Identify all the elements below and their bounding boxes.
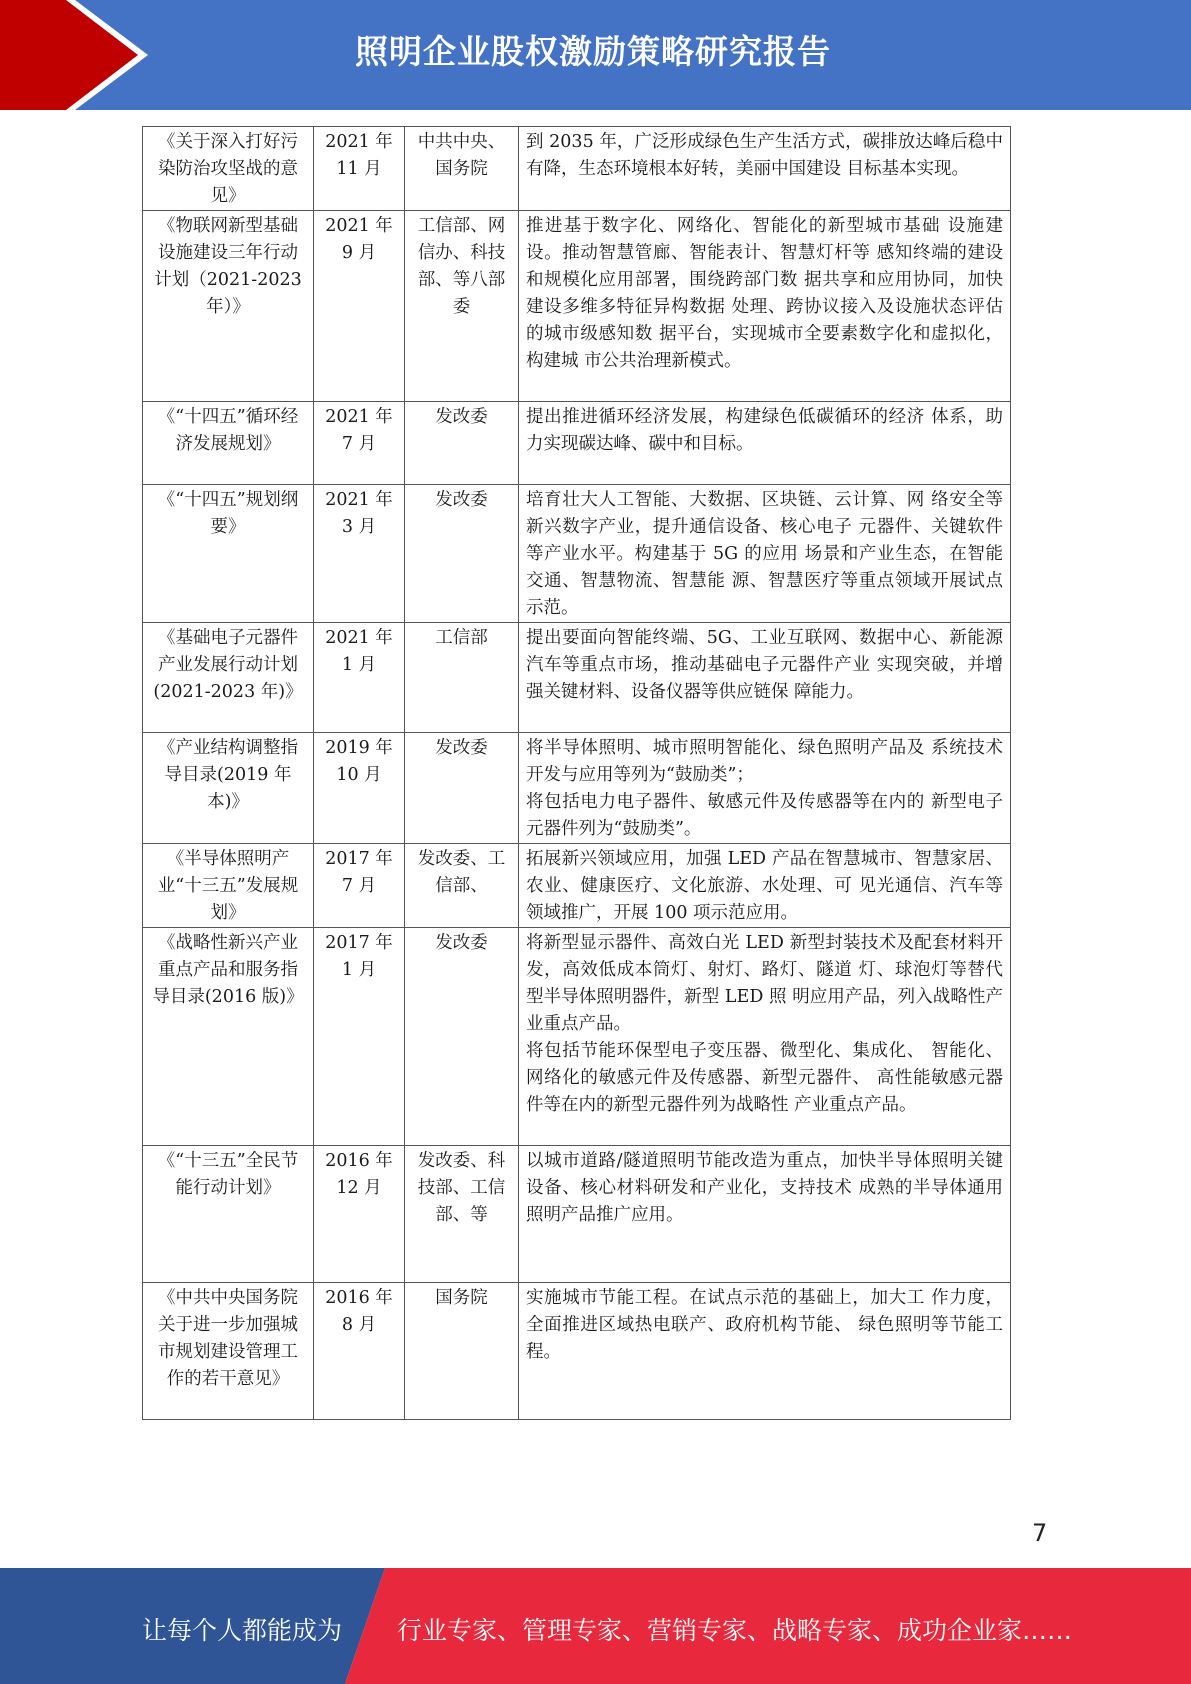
- policy-name-cell: 《“十四五”规划纲要》: [143, 485, 314, 623]
- policy-name-cell: 《基础电子元器件产业发展行动计划(2021-2023 年)》: [143, 623, 314, 733]
- policy-name-cell: 《“十三五”全民节能行动计划》: [143, 1146, 314, 1283]
- page-footer: [0, 1568, 1191, 1684]
- policy-desc-cell: [519, 733, 1011, 844]
- policy-desc-cell: [519, 1146, 1011, 1283]
- policy-date-cell: 2021 年 3 月: [314, 485, 405, 623]
- policy-desc-cell: [519, 127, 1011, 211]
- policy-date-cell: 2021 年 11 月: [314, 127, 405, 211]
- policy-date-cell: 2016 年 8 月: [314, 1283, 405, 1420]
- page-header: [0, 0, 1191, 110]
- policy-desc-paragraph: 培育壮大人工智能、大数据、区块链、云计算、网 络安全等新兴数字产业，提升通信设备、核心电子 元器件、关键软件等产业水平。构建基于 5G 的应用 场景和产业生态，在智能交通、智慧物流、智慧能 源、智慧医疗等重点领域开展试点示范。: [526, 490, 1003, 618]
- policy-date-cell: 2017 年 7 月: [314, 844, 405, 928]
- policy-desc-paragraph: 提出推进循环经济发展，构建绿色低碳循环的经济 体系，助力实现碳达峰、碳中和目标。: [526, 407, 1003, 454]
- policy-desc-cell: [519, 211, 1011, 402]
- policy-name-cell: 《产业结构调整指导目录(2019 年本)》: [143, 733, 314, 844]
- header-chevron-decoration: [0, 0, 160, 110]
- table-row: [143, 485, 1011, 623]
- policy-name-cell: 《战略性新兴产业重点产品和服务指导目录(2016 版)》: [143, 928, 314, 1146]
- policy-name-cell: 《物联网新型基础设施建设三年行动计划（2021-2023 年）》: [143, 211, 314, 402]
- policy-date-cell: 2021 年 9 月: [314, 211, 405, 402]
- policy-dept-cell: 工信部: [405, 623, 519, 733]
- policy-dept-cell: 发改委、科技部、工信部、等: [405, 1146, 519, 1283]
- policy-desc-paragraph: 以城市道路/隧道照明节能改造为重点，加快半导体照明关键设备、核心材料研发和产业化，支持技术 成熟的半导体通用照明产品推广应用。: [526, 1151, 1003, 1225]
- policy-desc-paragraph: 拓展新兴领域应用，加强 LED 产品在智慧城市、智慧家居、农业、健康医疗、文化旅游、水处理、可 见光通信、汽车等领域推广，开展 100 项示范应用。: [526, 849, 1003, 923]
- policy-date-cell: 2017 年 1 月: [314, 928, 405, 1146]
- policy-dept-cell: 发改委: [405, 928, 519, 1146]
- policy-name-cell: 《关于深入打好污染防治攻坚战的意见》: [143, 127, 314, 211]
- table-row: [143, 928, 1011, 1146]
- policy-date-cell: 2019 年 10 月: [314, 733, 405, 844]
- policy-dept-cell: 发改委: [405, 485, 519, 623]
- policy-desc-cell: [519, 928, 1011, 1146]
- policy-desc-paragraph: 实施城市节能工程。在试点示范的基础上，加大工 作力度，全面推进区域热电联产、政府机构节能、 绿色照明等节能工程。: [526, 1288, 1003, 1362]
- policy-desc-paragraph: 将包括电力电子器件、敏感元件及传感器等在内的 新型电子元器件列为“鼓励类”。: [526, 792, 1003, 839]
- policy-dept-cell: 发改委、工信部、: [405, 844, 519, 928]
- footer-slogan-right: 行业专家、管理专家、营销专家、战略专家、成功企业家……: [397, 1616, 1073, 1645]
- policy-name-cell: 《“十四五”循环经济发展规划》: [143, 402, 314, 485]
- footer-slogan-left: 让每个人都能成为: [142, 1616, 343, 1645]
- policy-dept-cell: 工信部、网信办、科技部、等八部委: [405, 211, 519, 402]
- table-row: [143, 733, 1011, 844]
- policy-date-cell: 2021 年 1 月: [314, 623, 405, 733]
- policy-desc-cell: [519, 402, 1011, 485]
- table-row: [143, 402, 1011, 485]
- table-row: [143, 623, 1011, 733]
- policy-name-cell: 《半导体照明产业“十三五”发展规划》: [143, 844, 314, 928]
- table-row: [143, 211, 1011, 402]
- policy-desc-cell: [519, 623, 1011, 733]
- policy-desc-paragraph: 推进基于数字化、网络化、智能化的新型城市基础 设施建设。推动智慧管廊、智能表计、智慧灯杆等 感知终端的建设和规模化应用部署，围绕跨部门数 据共享和应用协同，加快建设多维多特征异构数据 处理、跨协议接入及设施状态评估的城市级感知数 据平台，实现城市全要素数字化和虚拟化，构建城 市公共治理新模式。: [526, 216, 1003, 371]
- policy-desc-paragraph: 提出要面向智能终端、5G、工业互联网、数据中心、新能源汽车等重点市场，推动基础电子元器件产业 实现突破，并增强关键材料、设备仪器等供应链保 障能力。: [526, 628, 1003, 702]
- table-row: [143, 127, 1011, 211]
- page-number: 7: [1032, 1519, 1048, 1547]
- policy-table-body: [143, 127, 1011, 1420]
- table-row: [143, 1146, 1011, 1283]
- policy-desc-paragraph: 到 2035 年，广泛形成绿色生产生活方式，碳排放达峰后稳中有降，生态环境根本好转，美丽中国建设 目标基本实现。: [526, 132, 1003, 179]
- policy-desc-cell: [519, 1283, 1011, 1420]
- table-row: [143, 1283, 1011, 1420]
- policy-date-cell: 2021 年 7 月: [314, 402, 405, 485]
- policy-desc-paragraph: 将包括节能环保型电子变压器、微型化、集成化、 智能化、网络化的敏感元件及传感器、新型元器件、 高性能敏感元器件等在内的新型元器件列为战略性 产业重点产品。: [526, 1041, 1003, 1115]
- policy-dept-cell: 中共中央、国务院: [405, 127, 519, 211]
- policy-desc-paragraph: 将新型显示器件、高效白光 LED 新型封装技术及配套材料开发，高效低成本筒灯、射灯、路灯、隧道 灯、球泡灯等替代型半导体照明器件，新型 LED 照 明应用产品，列入战略性产业重点产品。: [526, 933, 1003, 1034]
- policy-desc-cell: [519, 844, 1011, 928]
- policy-date-cell: 2016 年 12 月: [314, 1146, 405, 1283]
- policy-desc-paragraph: 将半导体照明、城市照明智能化、绿色照明产品及 系统技术开发与应用等列为“鼓励类”；: [526, 738, 1003, 785]
- policy-dept-cell: 发改委: [405, 733, 519, 844]
- policy-desc-cell: [519, 485, 1011, 623]
- policy-table: [142, 126, 1011, 1420]
- policy-dept-cell: 发改委: [405, 402, 519, 485]
- table-row: [143, 844, 1011, 928]
- report-title: 照明企业股权激励策略研究报告: [355, 32, 831, 71]
- policy-name-cell: 《中共中央国务院关于进一步加强城市规划建设管理工作的若干意见》: [143, 1283, 314, 1420]
- policy-dept-cell: 国务院: [405, 1283, 519, 1420]
